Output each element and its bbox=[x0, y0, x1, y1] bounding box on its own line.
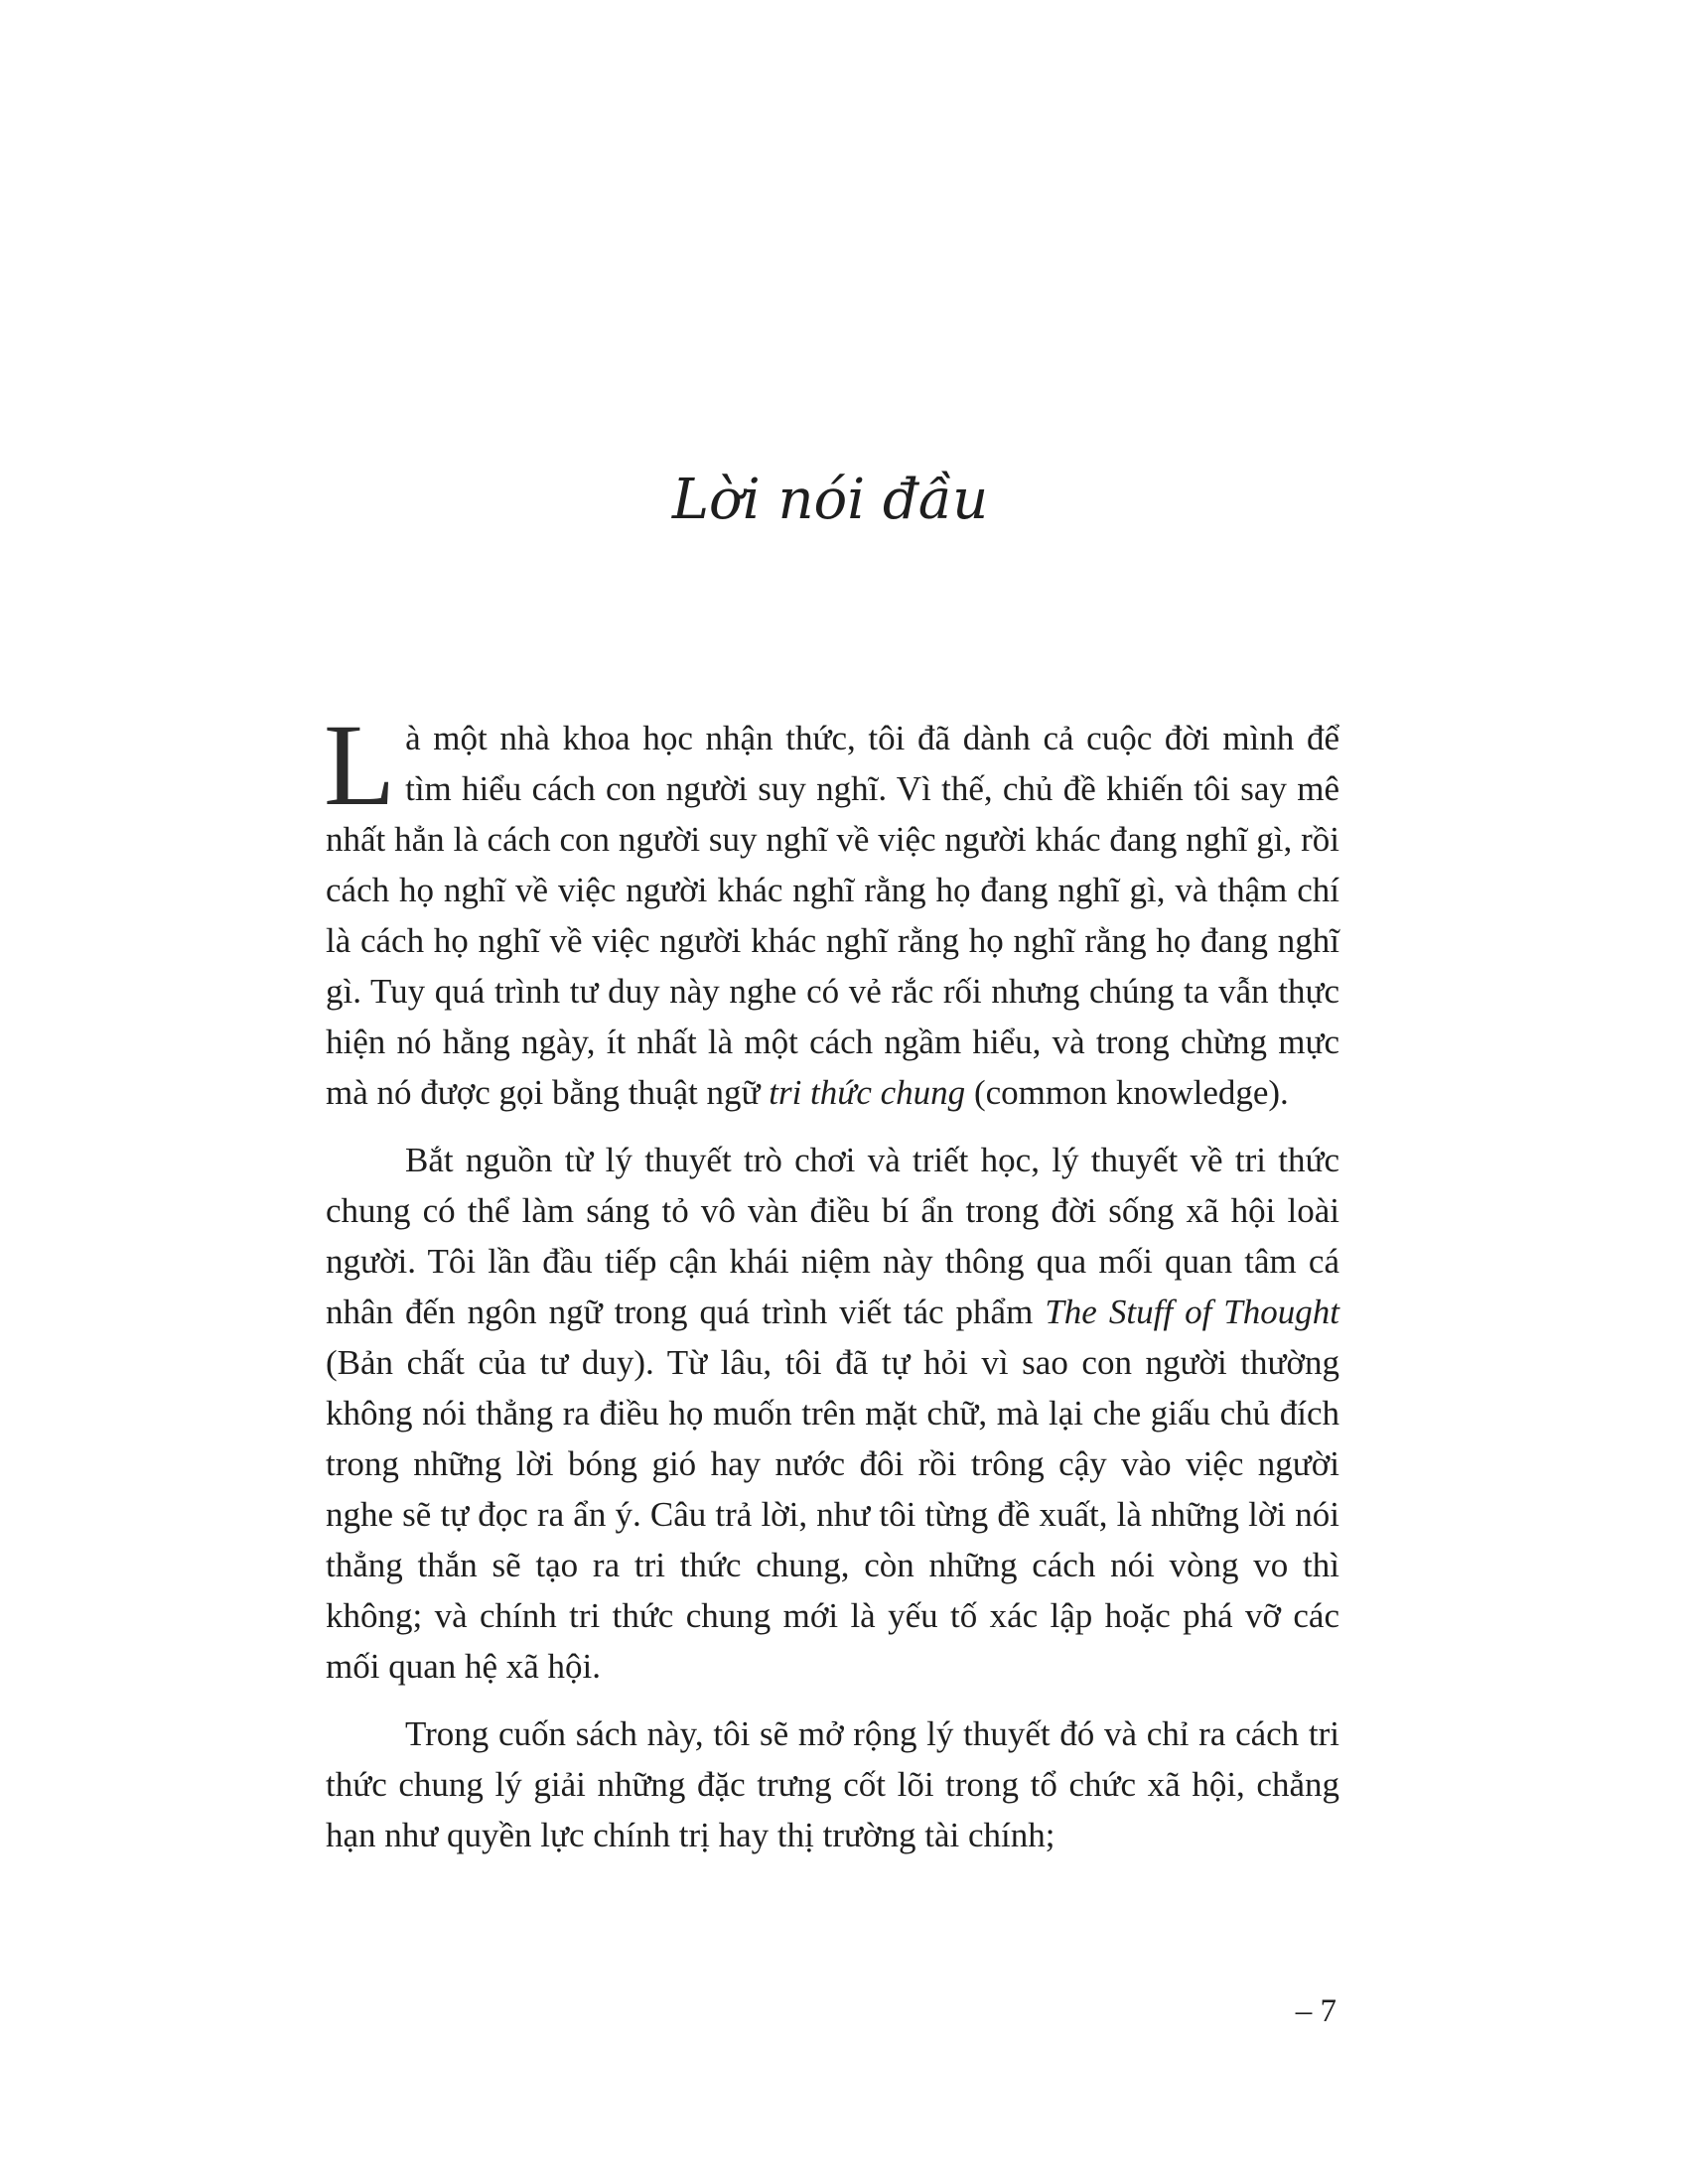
paragraph-2-text-b: (Bản chất của tư duy). Từ lâu, tôi đã tự hỏi vì sao con người thường không nói thẳng ra điều họ muốn trên mặt chữ, mà lại che giấu chủ đích trong những lời bóng gió hay nước đôi rồi trông cậy vào việc người nghe sẽ tự đọc ra ẩn ý. Câu trả lời, như tôi từng đề xuất, là những lời nói thẳng thắn sẽ tạo ra tri thức chung, còn những cách nói vòng vo thì không; và chính tri thức chung mới là yếu tố xác lập hoặc phá vỡ các mối quan hệ xã hội. bbox=[326, 1343, 1339, 1686]
paragraph-1 bbox=[324, 700, 1339, 1118]
term-common-knowledge: tri thức chung bbox=[769, 1073, 966, 1112]
body-text bbox=[324, 700, 1340, 1877]
paragraph-2 bbox=[326, 1135, 1339, 1692]
paragraph-3-text: Trong cuốn sách này, tôi sẽ mở rộng lý thuyết đó và chỉ ra cách tri thức chung lý giải những đặc trưng cốt lõi trong tổ chức xã hội, chẳng hạn như quyền lực chính trị hay thị trường tài chính; bbox=[326, 1714, 1339, 1854]
book-title-stuff-of-thought: The Stuff of Thought bbox=[1045, 1293, 1340, 1331]
page-number: – 7 bbox=[1295, 1993, 1336, 2029]
chapter-title: Lời nói đầu bbox=[671, 468, 989, 532]
paragraph-1-text-a: à một nhà khoa học nhận thức, tôi đã dành cả cuộc đời mình để tìm hiểu cách con người suy nghĩ. Vì thế, chủ đề khiến tôi say mê nhất hẳn là cách con người suy nghĩ về việc người khác đang nghĩ gì, rồi cách họ nghĩ về việc người khác nghĩ rằng họ đang nghĩ gì, và thậm chí là cách họ nghĩ về việc người khác nghĩ rằng họ nghĩ rằng họ đang nghĩ gì. Tuy quá trình tư duy này nghe có vẻ rắc rối nhưng chúng ta vẫn thực hiện nó hằng ngày, ít nhất là một cách ngầm hiểu, và trong chừng mực mà nó được gọi bằng thuật ngữ bbox=[326, 719, 1339, 1112]
paragraph-2-text-a: Bắt nguồn từ lý thuyết trò chơi và triết học, lý thuyết về tri thức chung có thể làm sáng tỏ vô vàn điều bí ẩn trong đời sống xã hội loài người. Tôi lần đầu tiếp cận khái niệm này thông qua mối quan tâm cá nhân đến ngôn ngữ trong quá trình viết tác phẩm bbox=[326, 1141, 1339, 1331]
paragraph-3 bbox=[326, 1708, 1339, 1860]
paragraph-1-text-b: (common knowledge). bbox=[965, 1073, 1289, 1112]
drop-cap-letter: L bbox=[324, 700, 396, 830]
